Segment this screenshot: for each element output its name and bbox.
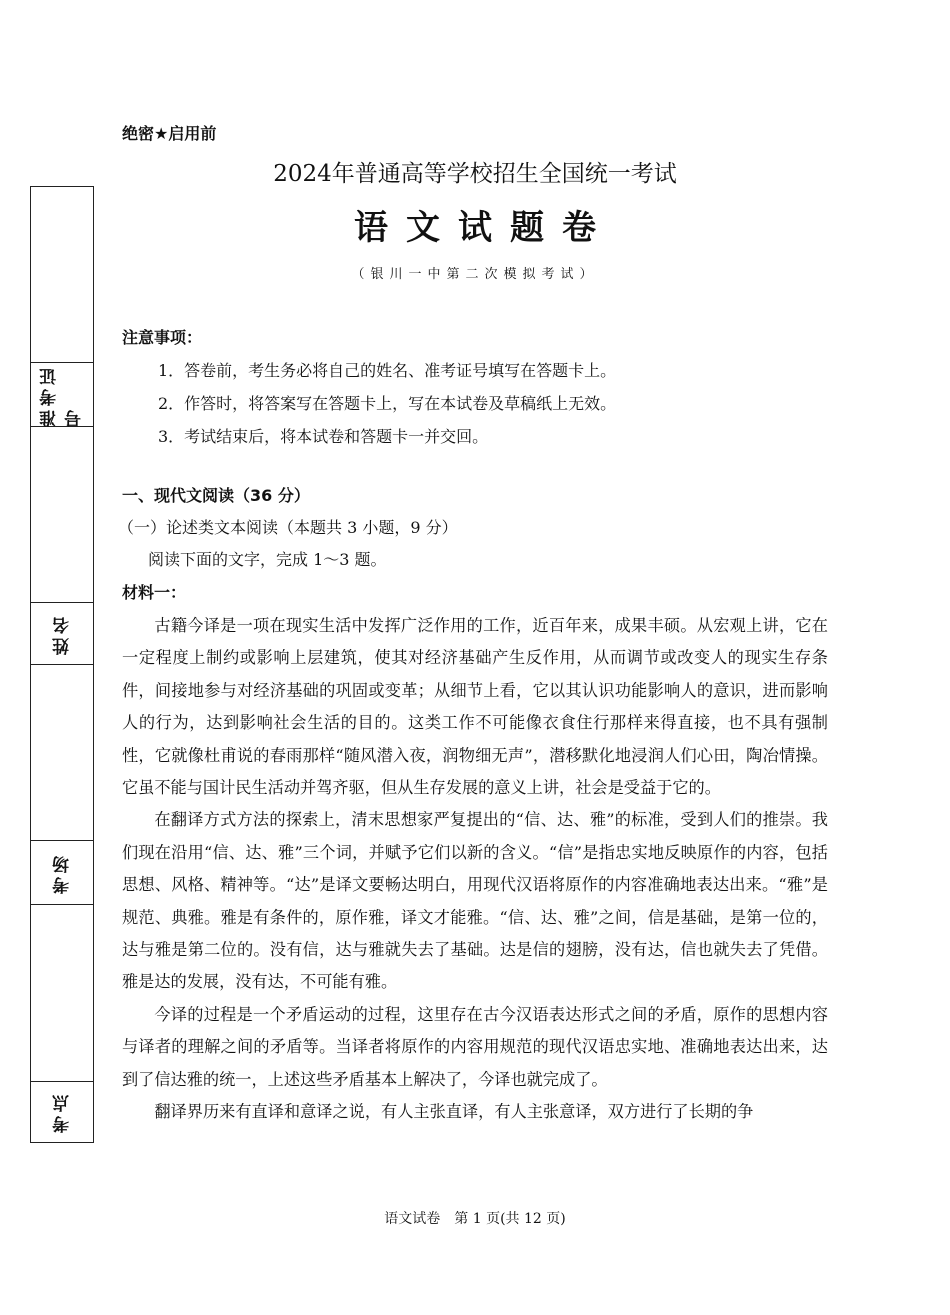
name-label: 姓名 — [52, 613, 73, 655]
secret-mark: 绝密★启用前 — [122, 124, 217, 143]
passage-paragraph: 古籍今译是一项在现实生活中发挥广泛作用的工作，近百年来，成果丰硕。从宏观上讲，它在一定程度上制约或影响上层建筑，使其对经济基础产生反作用，从而调节或改变人的现实生存条件，间接地参与对经济基础的巩固或变革；从细节上看，它以其认识功能影响人的意识，进而影响人的行为，达到影响社会生活的目的。这类工作不可能像衣食住行那样来得直接，也不具有强制性，它就像杜甫说的春雨那样“随风潜入夜，润物细无声”，潜移默化地浸润人们心田，陶冶情操。它虽不能与国计民生活动并驾齐驱，但从生存发展的意义上讲，社会是受益于它的。 — [122, 616, 828, 798]
passage-paragraph: 今译的过程是一个矛盾运动的过程，这里存在古今汉语表达形式之间的矛盾，原作的思想内容与译者的理解之间的矛盾等。当译者将原作的内容用规范的现代汉语忠实地、准确地表达出来，达到了信达雅的统一，上述这些矛盾基本上解决了，今译也就完成了。 — [122, 1004, 828, 1089]
strip-cell-exam-room — [31, 665, 93, 905]
binding-strip — [30, 186, 94, 1143]
material-label: 材料一： — [122, 583, 187, 602]
exam-title: 2024年普通高等学校招生全国统一考试 — [273, 161, 677, 187]
passage-paragraph: 翻译界历来有直译和意译之说，有人主张直译，有人主张意译，双方进行了长期的争 — [154, 1102, 754, 1122]
section-instruction: 阅读下面的文字，完成 1～3 题。 — [148, 550, 387, 569]
strip-label-exam-room — [31, 840, 93, 905]
notes-heading: 注意事项： — [122, 328, 203, 347]
exam-number-label: 准考证号 — [40, 364, 85, 427]
passage-paragraph: 在翻译方式方法的探索上，清末思想家严复提出的“信、达、雅”的标准，受到人们的推崇。我们现在沿用“信、达、雅”三个词，并赋予它们以新的含义。“信”是指忠实地反映原作的内容，包括思想、风格、精神等。“达”是译文要畅达明白，用现代汉语将原作的内容准确地表达出来。“雅”是规范、典雅。雅是有条件的，原作雅，译文才能雅。“信、达、雅”之间，信是基础，是第一位的，达与雅是第二位的。没有信，达与雅就失去了基础。达是信的翅膀，没有达，信也就失去了凭借。雅是达的发展，没有达，不可能有雅。 — [122, 810, 828, 992]
notes-list — [122, 354, 828, 453]
notes-item: 3．考试结束后，将本试卷和答题卡一并交回。 — [158, 427, 489, 446]
exam-room-label: 考场 — [52, 852, 73, 894]
notes-item: 2．作答时，将答案写在答题卡上，写在本试卷及草稿纸上无效。 — [158, 394, 617, 413]
strip-label-exam-site — [31, 1081, 93, 1141]
strip-cell-name — [31, 427, 93, 665]
notes-item: 1．答卷前，考生务必将自己的姓名、准考证号填写在答题卡上。 — [158, 361, 617, 380]
section-heading: 一、现代文阅读（36 分） — [122, 486, 310, 505]
strip-label-name — [31, 602, 93, 665]
paper-title: 语文试题卷 — [354, 208, 614, 248]
reading-passage — [122, 610, 828, 1129]
page-footer: 语文试卷 第 1 页(共 12 页) — [384, 1211, 566, 1227]
strip-label-exam-number — [31, 362, 93, 427]
paper-subtitle: （银川一中第二次模拟考试） — [351, 267, 599, 282]
strip-cell-exam-site — [31, 905, 93, 1141]
exam-site-label: 考点 — [52, 1090, 73, 1133]
section-subheading: （一）论述类文本阅读（本题共 3 小题，9 分） — [118, 518, 458, 537]
